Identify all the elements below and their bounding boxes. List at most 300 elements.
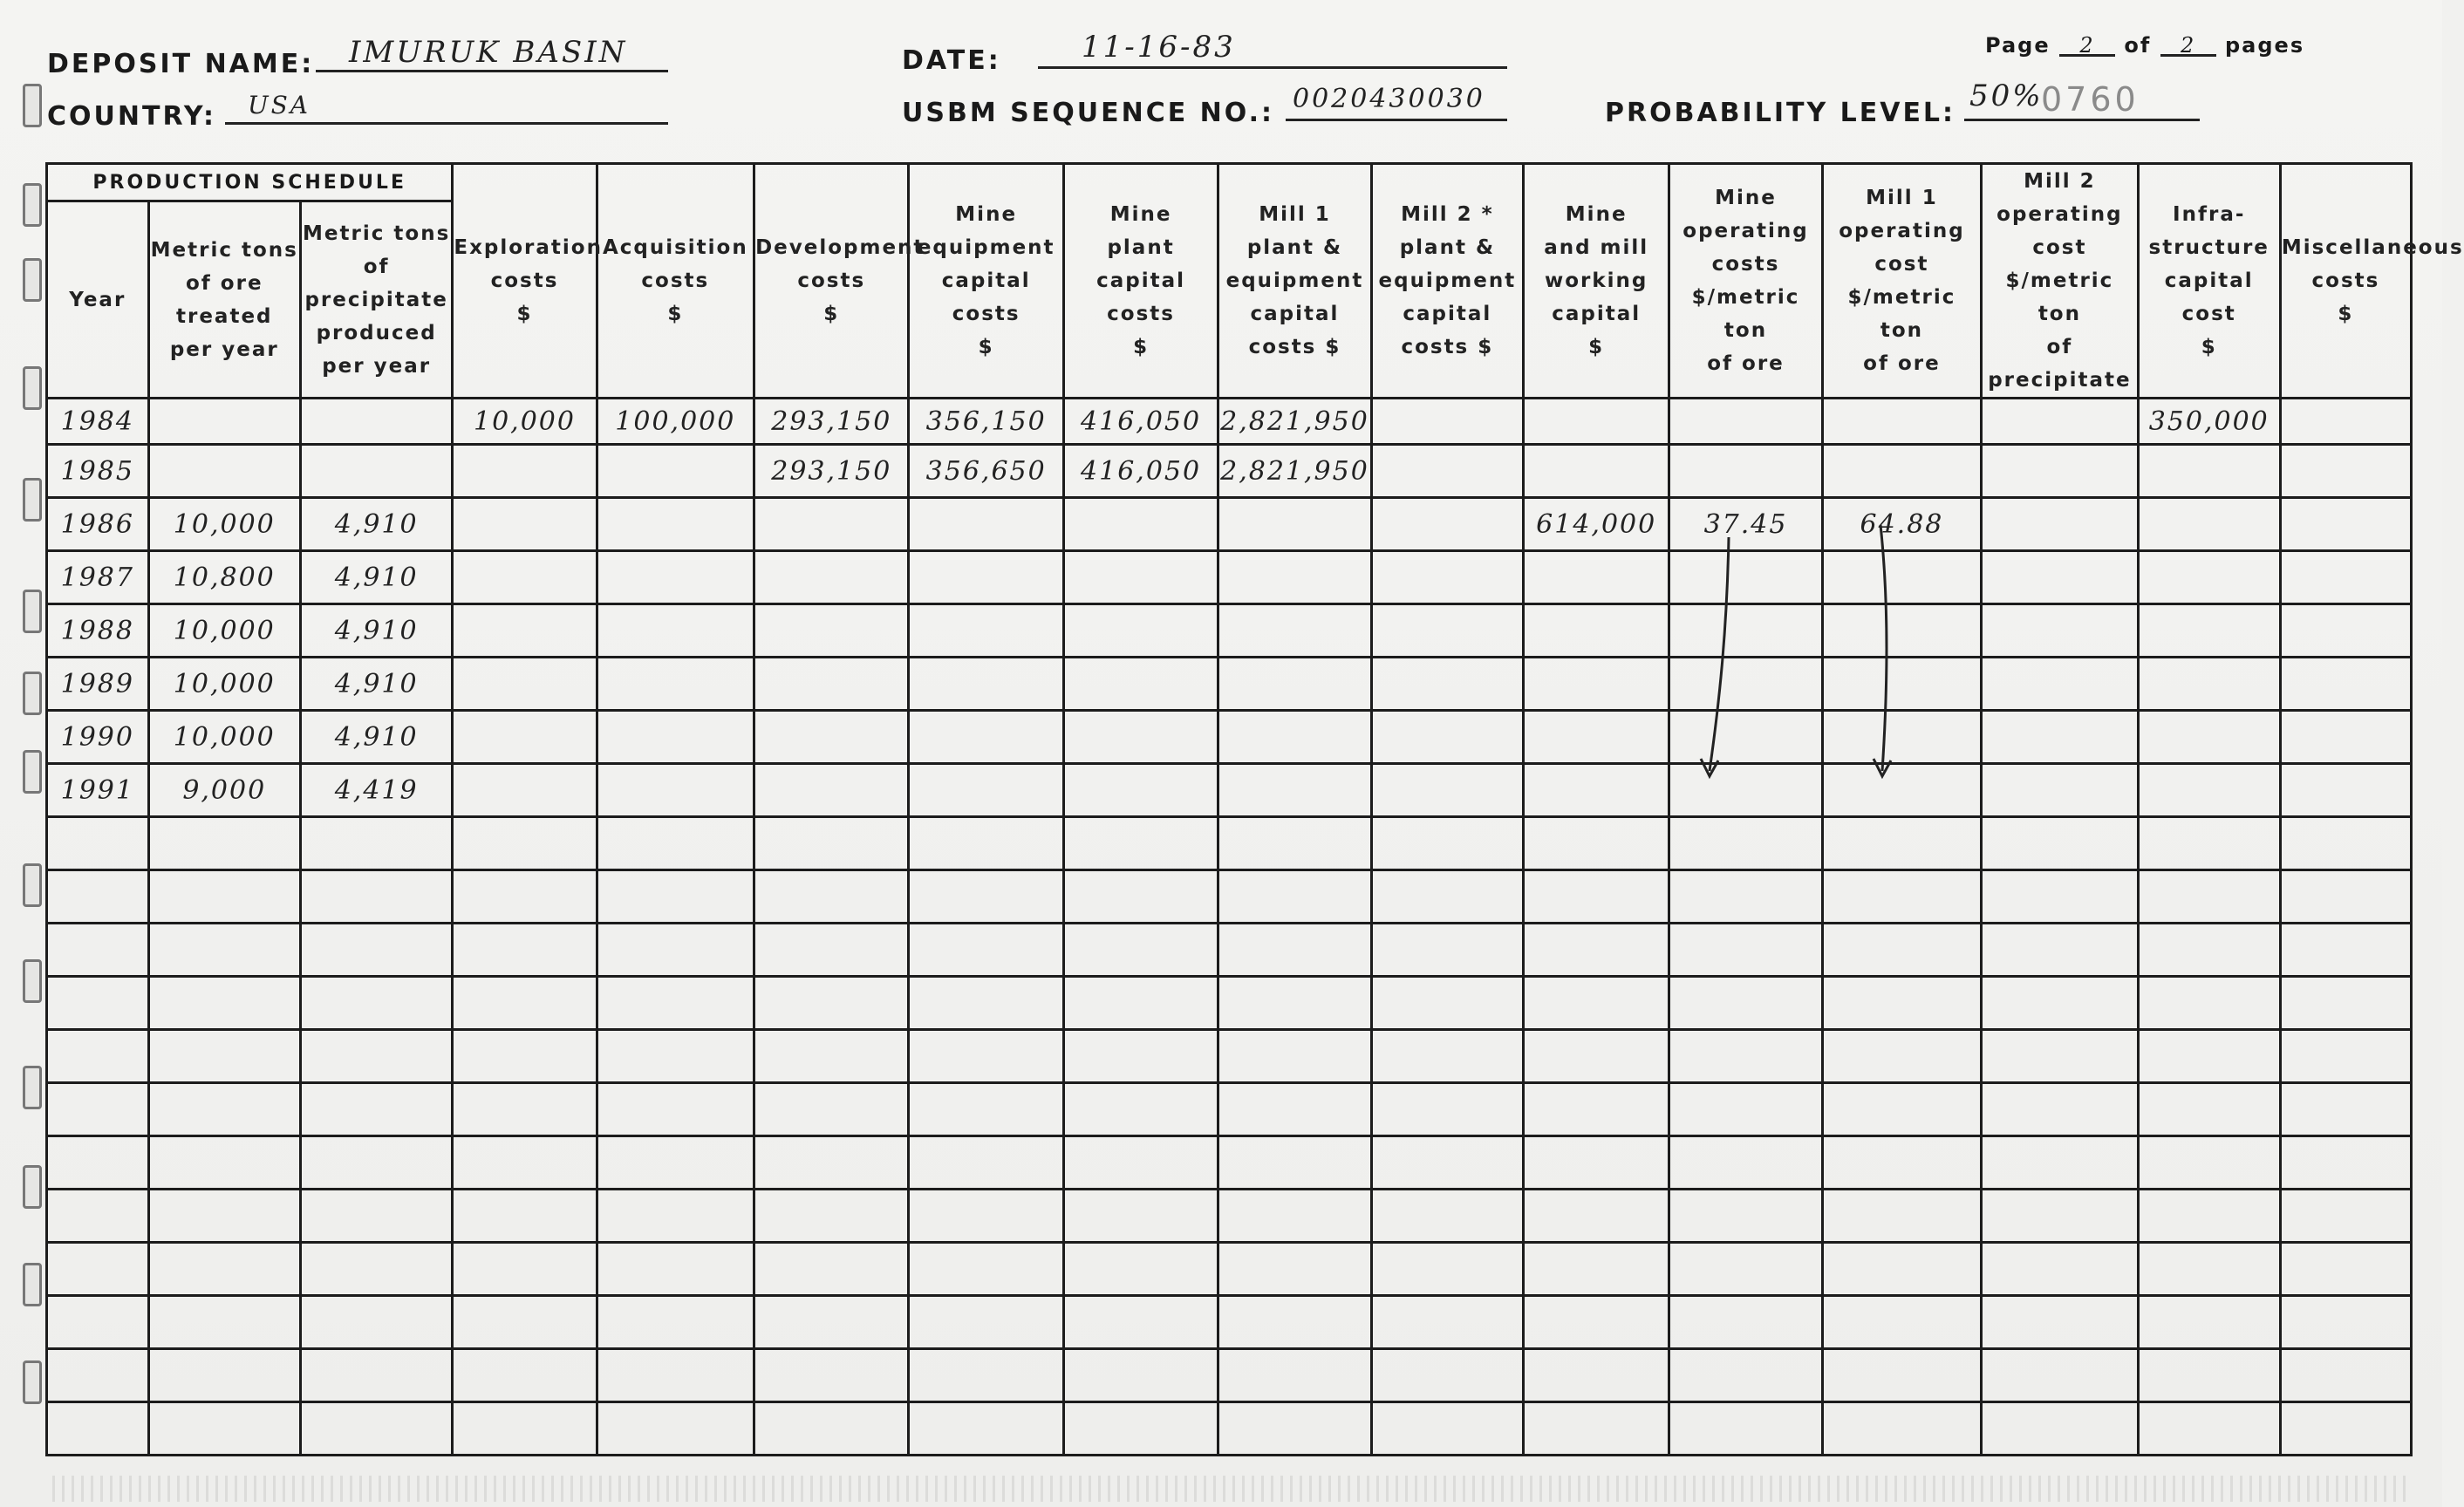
table-cell — [2280, 658, 2411, 711]
table-cell — [1982, 1190, 2138, 1243]
table-cell — [1982, 1136, 2138, 1190]
table-cell — [1218, 1243, 1371, 1296]
table-cell — [1982, 1402, 2138, 1456]
table-cell — [1371, 658, 1523, 711]
table-cell: 37.45 — [1669, 498, 1822, 551]
table-cell — [1822, 870, 1981, 924]
table-cell — [597, 817, 754, 870]
table-cell — [597, 551, 754, 604]
table-cell — [2280, 1030, 2411, 1083]
country-label: COUNTRY: — [47, 101, 217, 132]
table-cell — [597, 604, 754, 658]
table-cell — [300, 1349, 452, 1402]
table-cell — [300, 924, 452, 977]
table-cell — [148, 1296, 300, 1349]
table-cell — [1063, 1136, 1218, 1190]
table-cell — [1669, 1243, 1822, 1296]
table-cell — [909, 1296, 1063, 1349]
punch-hole — [23, 183, 42, 227]
table-cell — [1218, 1190, 1371, 1243]
table-cell — [1371, 711, 1523, 764]
table-row — [47, 711, 2412, 764]
table-cell — [909, 658, 1063, 711]
table-cell — [1669, 1402, 1822, 1456]
table-body — [47, 399, 2412, 1456]
table-cell — [597, 764, 754, 817]
country-underline — [225, 122, 668, 125]
table-cell — [1822, 1083, 1981, 1136]
table-cell — [1371, 445, 1523, 498]
table-cell — [597, 1296, 754, 1349]
table-row — [47, 870, 2412, 924]
col-header-infrastructure-capital: Infra- structure capital cost $ — [2138, 164, 2280, 399]
table-cell: 416,050 — [1063, 445, 1218, 498]
table-cell — [2138, 977, 2280, 1030]
page-indicator — [1985, 33, 2304, 58]
table-cell — [754, 1083, 909, 1136]
table-cell — [1982, 711, 2138, 764]
table-cell — [2138, 1402, 2280, 1456]
table-cell — [453, 1136, 597, 1190]
table-cell — [1982, 399, 2138, 445]
table-cell: 293,150 — [754, 445, 909, 498]
table-cell — [1218, 551, 1371, 604]
table-cell — [909, 870, 1063, 924]
table-cell: 100,000 — [597, 399, 754, 445]
table-cell — [2280, 1190, 2411, 1243]
table-cell — [1982, 924, 2138, 977]
table-row — [47, 498, 2412, 551]
punch-hole — [23, 1165, 42, 1209]
table-cell — [1524, 445, 1669, 498]
table-cell — [300, 1030, 452, 1083]
table-cell — [1218, 658, 1371, 711]
usbm-sequence-value: 0020430030 — [1293, 84, 1485, 114]
table-cell — [1822, 399, 1981, 445]
table-cell — [597, 1083, 754, 1136]
table-cell — [1982, 764, 2138, 817]
table-row — [47, 1349, 2412, 1402]
page-total: 2 — [2160, 37, 2216, 57]
table-cell: 9,000 — [148, 764, 300, 817]
table-cell — [1822, 977, 1981, 1030]
table-cell — [754, 1190, 909, 1243]
table-cell — [1982, 817, 2138, 870]
table-cell — [597, 924, 754, 977]
table-cell: 4,910 — [300, 604, 452, 658]
table-cell: 614,000 — [1524, 498, 1669, 551]
table-cell — [300, 445, 452, 498]
table-cell — [1371, 1296, 1523, 1349]
year-cell — [47, 817, 149, 870]
table-row — [47, 1190, 2412, 1243]
year-cell — [47, 924, 149, 977]
table-cell: 4,910 — [300, 658, 452, 711]
deposit-name-label: DEPOSIT NAME: — [47, 49, 315, 79]
table-cell — [909, 1349, 1063, 1402]
table-cell — [2138, 1296, 2280, 1349]
table-cell — [1218, 1083, 1371, 1136]
table-row — [47, 399, 2412, 445]
table-cell — [1524, 764, 1669, 817]
table-cell — [754, 870, 909, 924]
table-cell — [1982, 1243, 2138, 1296]
col-header-mill2-operating-cost: Mill 2 operating cost $/metric ton of precipitate — [1982, 164, 2138, 399]
table-row — [47, 1243, 2412, 1296]
table-cell — [1822, 1030, 1981, 1083]
table-cell: 10,000 — [148, 604, 300, 658]
table-cell — [2138, 498, 2280, 551]
table-cell — [1371, 1349, 1523, 1402]
table-cell — [597, 1243, 754, 1296]
table-row — [47, 924, 2412, 977]
table-row — [47, 1083, 2412, 1136]
table-cell: 293,150 — [754, 399, 909, 445]
table-cell — [148, 1402, 300, 1456]
date-underline — [1038, 66, 1507, 69]
table-cell — [909, 924, 1063, 977]
table-cell — [1063, 658, 1218, 711]
year-cell — [47, 870, 149, 924]
table-cell: 10,800 — [148, 551, 300, 604]
punch-hole — [23, 1066, 42, 1109]
punch-hole — [23, 590, 42, 633]
table-cell — [754, 977, 909, 1030]
pages-label: pages — [2224, 33, 2305, 58]
col-header-miscellaneous-costs: Miscellaneous costs $ — [2280, 164, 2411, 399]
table-cell — [754, 551, 909, 604]
table-cell — [1524, 604, 1669, 658]
table-cell — [1063, 1296, 1218, 1349]
table-cell — [300, 1083, 452, 1136]
table-cell — [1524, 817, 1669, 870]
table-cell — [909, 1243, 1063, 1296]
table-cell — [300, 1136, 452, 1190]
table-cell — [1063, 817, 1218, 870]
page-label: Page — [1985, 33, 2051, 58]
table-cell — [453, 1349, 597, 1402]
table-cell — [1524, 977, 1669, 1030]
table-cell — [1063, 1083, 1218, 1136]
table-cell — [1371, 551, 1523, 604]
table-cell — [1524, 1190, 1669, 1243]
col-header-ore-treated: Metric tons of ore treated per year — [148, 201, 300, 399]
year-cell — [47, 1243, 149, 1296]
year-cell: 1991 — [47, 764, 149, 817]
table-cell: 4,910 — [300, 711, 452, 764]
probability-level-value: 50% — [1969, 78, 2044, 113]
table-cell — [1822, 1296, 1981, 1349]
table-cell — [909, 817, 1063, 870]
table-cell — [1063, 551, 1218, 604]
table-cell — [1669, 1136, 1822, 1190]
table-cell — [1371, 1243, 1523, 1296]
table-cell — [2280, 1349, 2411, 1402]
table-cell — [754, 604, 909, 658]
table-cell — [909, 1030, 1063, 1083]
page-number: 2 — [2059, 37, 2115, 57]
table-cell — [1063, 977, 1218, 1030]
table-cell: 4,419 — [300, 764, 452, 817]
table-cell — [1524, 1136, 1669, 1190]
table-cell — [2138, 1136, 2280, 1190]
table-cell — [453, 711, 597, 764]
table-cell — [909, 551, 1063, 604]
mill1-operating-cost-continuation-arrow — [1853, 518, 1922, 785]
year-cell: 1990 — [47, 711, 149, 764]
table-cell — [453, 1083, 597, 1136]
year-cell: 1986 — [47, 498, 149, 551]
table-cell: 356,150 — [909, 399, 1063, 445]
table-cell — [453, 1296, 597, 1349]
punch-hole — [23, 1360, 42, 1404]
table-cell — [754, 1030, 909, 1083]
table-cell — [1371, 764, 1523, 817]
table-cell — [1822, 1190, 1981, 1243]
table-cell — [2138, 870, 2280, 924]
table-cell — [2280, 399, 2411, 445]
table-cell — [453, 764, 597, 817]
table-cell — [1371, 1190, 1523, 1243]
table-cell — [1063, 870, 1218, 924]
punch-hole — [23, 84, 42, 127]
table-cell — [1371, 604, 1523, 658]
table-cell — [597, 658, 754, 711]
table-cell — [2138, 1030, 2280, 1083]
usbm-sequence-label: USBM SEQUENCE NO.: — [902, 98, 1274, 128]
table-cell — [1524, 870, 1669, 924]
table-cell — [2138, 1083, 2280, 1136]
table-cell — [1822, 924, 1981, 977]
table-cell — [1063, 711, 1218, 764]
table-cell — [597, 711, 754, 764]
table-cell — [2280, 817, 2411, 870]
year-cell — [47, 1402, 149, 1456]
table-cell — [909, 977, 1063, 1030]
table-row — [47, 1136, 2412, 1190]
country-value: USA — [248, 91, 311, 119]
table-cell — [1669, 445, 1822, 498]
year-cell: 1987 — [47, 551, 149, 604]
table-cell — [1669, 817, 1822, 870]
table-cell — [1524, 1296, 1669, 1349]
table-cell — [2280, 924, 2411, 977]
col-header-mill1-capital: Mill 1 plant & equipment capital costs $ — [1218, 164, 1371, 399]
table-cell — [300, 399, 452, 445]
table-row — [47, 1296, 2412, 1349]
table-cell — [1669, 870, 1822, 924]
of-label: of — [2124, 33, 2152, 58]
table-cell — [148, 1136, 300, 1190]
table-cell — [1669, 1083, 1822, 1136]
table-cell — [2138, 764, 2280, 817]
table-cell — [1669, 924, 1822, 977]
table-cell — [1371, 817, 1523, 870]
table-cell — [1063, 924, 1218, 977]
table-cell — [597, 1402, 754, 1456]
year-cell — [47, 1083, 149, 1136]
table-cell — [1982, 658, 2138, 711]
table-cell — [909, 604, 1063, 658]
date-value: 11-16-83 — [1082, 30, 1236, 65]
year-cell — [47, 1030, 149, 1083]
table-cell — [148, 445, 300, 498]
table-cell — [1371, 1402, 1523, 1456]
table-row — [47, 445, 2412, 498]
table-cell — [597, 1190, 754, 1243]
table-cell — [453, 1402, 597, 1456]
table-cell — [1371, 1030, 1523, 1083]
table-cell — [453, 498, 597, 551]
table-row — [47, 1402, 2412, 1456]
table-cell — [1822, 1349, 1981, 1402]
table-cell — [1371, 1136, 1523, 1190]
table-row — [47, 817, 2412, 870]
table-cell — [1822, 817, 1981, 870]
table-cell — [1669, 977, 1822, 1030]
table-cell — [909, 1402, 1063, 1456]
year-cell — [47, 1296, 149, 1349]
col-header-development-costs: Development costs $ — [754, 164, 909, 399]
table-cell — [453, 817, 597, 870]
table-cell — [2280, 1083, 2411, 1136]
table-row — [47, 1030, 2412, 1083]
table-cell — [1524, 658, 1669, 711]
table-cell: 356,650 — [909, 445, 1063, 498]
col-header-mill1-operating-cost: Mill 1 operating cost $/metric ton of ore — [1822, 164, 1981, 399]
year-cell: 1985 — [47, 445, 149, 498]
table-cell — [1669, 1349, 1822, 1402]
punch-hole — [23, 863, 42, 907]
table-cell — [1524, 551, 1669, 604]
table-cell — [1669, 1190, 1822, 1243]
table-cell — [754, 1136, 909, 1190]
table-cell — [597, 445, 754, 498]
table-cell — [1982, 604, 2138, 658]
table-cell — [2280, 1296, 2411, 1349]
table-cell — [754, 1402, 909, 1456]
table-cell — [148, 924, 300, 977]
table-cell — [2280, 1136, 2411, 1190]
table-cell — [1524, 1349, 1669, 1402]
table-cell — [2138, 1349, 2280, 1402]
col-header-mill2-capital: Mill 2 * plant & equipment capital costs $ — [1371, 164, 1523, 399]
col-header-working-capital: Mine and mill working capital $ — [1524, 164, 1669, 399]
table-cell — [453, 604, 597, 658]
table-cell — [2280, 604, 2411, 658]
table-cell — [1982, 977, 2138, 1030]
table-cell — [2138, 924, 2280, 977]
punch-hole — [23, 1263, 42, 1306]
schedule-title-row — [47, 164, 2412, 201]
table-cell — [909, 1083, 1063, 1136]
table-cell — [148, 1190, 300, 1243]
table-cell — [2138, 711, 2280, 764]
table-cell — [909, 711, 1063, 764]
production-schedule-table — [45, 162, 2464, 1456]
table-cell — [1063, 1030, 1218, 1083]
year-cell — [47, 1136, 149, 1190]
deposit-name-underline — [316, 70, 668, 72]
table-cell — [1063, 1349, 1218, 1402]
table-cell — [1218, 870, 1371, 924]
table-cell — [1669, 399, 1822, 445]
table-cell: 350,000 — [2138, 399, 2280, 445]
production-schedule-title: PRODUCTION SCHEDULE — [47, 164, 453, 201]
table-cell — [1524, 1083, 1669, 1136]
probability-stamp: 0760 — [2041, 80, 2140, 119]
table-cell — [1669, 1296, 1822, 1349]
table-cell — [754, 711, 909, 764]
table-cell — [1524, 1402, 1669, 1456]
table-cell — [1218, 604, 1371, 658]
table-cell — [453, 658, 597, 711]
table-cell: 64.88 — [1822, 498, 1981, 551]
table-row — [47, 977, 2412, 1030]
table-cell — [453, 870, 597, 924]
probability-level-label: PROBABILITY LEVEL: — [1605, 98, 1956, 128]
table-cell — [1371, 1083, 1523, 1136]
table-cell — [1524, 711, 1669, 764]
table-cell — [453, 445, 597, 498]
table-cell — [754, 498, 909, 551]
table-cell — [1524, 399, 1669, 445]
table-cell — [909, 1136, 1063, 1190]
table-cell — [2138, 445, 2280, 498]
table-cell — [1524, 924, 1669, 977]
table-cell — [1063, 498, 1218, 551]
table-cell — [148, 1349, 300, 1402]
table-cell — [1524, 1243, 1669, 1296]
table-cell — [148, 817, 300, 870]
year-cell — [47, 977, 149, 1030]
table-cell — [453, 1030, 597, 1083]
table-cell — [1218, 1136, 1371, 1190]
table-cell — [1063, 604, 1218, 658]
table-cell — [1822, 1402, 1981, 1456]
table-cell — [597, 1030, 754, 1083]
table-cell — [148, 1243, 300, 1296]
col-header-exploration-costs: Exploration costs $ — [453, 164, 597, 399]
table-row — [47, 764, 2412, 817]
table-row — [47, 551, 2412, 604]
table-row — [47, 604, 2412, 658]
table-cell — [300, 1402, 452, 1456]
table-cell — [148, 1030, 300, 1083]
table-cell — [1218, 498, 1371, 551]
table-cell — [2138, 604, 2280, 658]
punch-hole — [23, 672, 42, 715]
year-cell: 1989 — [47, 658, 149, 711]
deposit-name-value: IMURUK BASIN — [349, 35, 628, 70]
col-header-mine-equipment-capital: Mine equipment capital costs $ — [909, 164, 1063, 399]
table-cell — [2138, 551, 2280, 604]
table-cell — [1218, 977, 1371, 1030]
table-cell — [1822, 445, 1981, 498]
table-cell — [300, 817, 452, 870]
table-cell — [754, 817, 909, 870]
punch-hole — [23, 750, 42, 794]
table-cell — [1982, 445, 2138, 498]
table-cell — [2280, 551, 2411, 604]
table-cell — [1524, 1030, 1669, 1083]
table-cell — [754, 924, 909, 977]
table-cell: 2,821,950 — [1218, 399, 1371, 445]
table-cell — [1063, 1190, 1218, 1243]
col-header-precipitate-produced: Metric tons of precipitate produced per year — [300, 201, 452, 399]
year-cell — [47, 1190, 149, 1243]
table-cell — [909, 498, 1063, 551]
